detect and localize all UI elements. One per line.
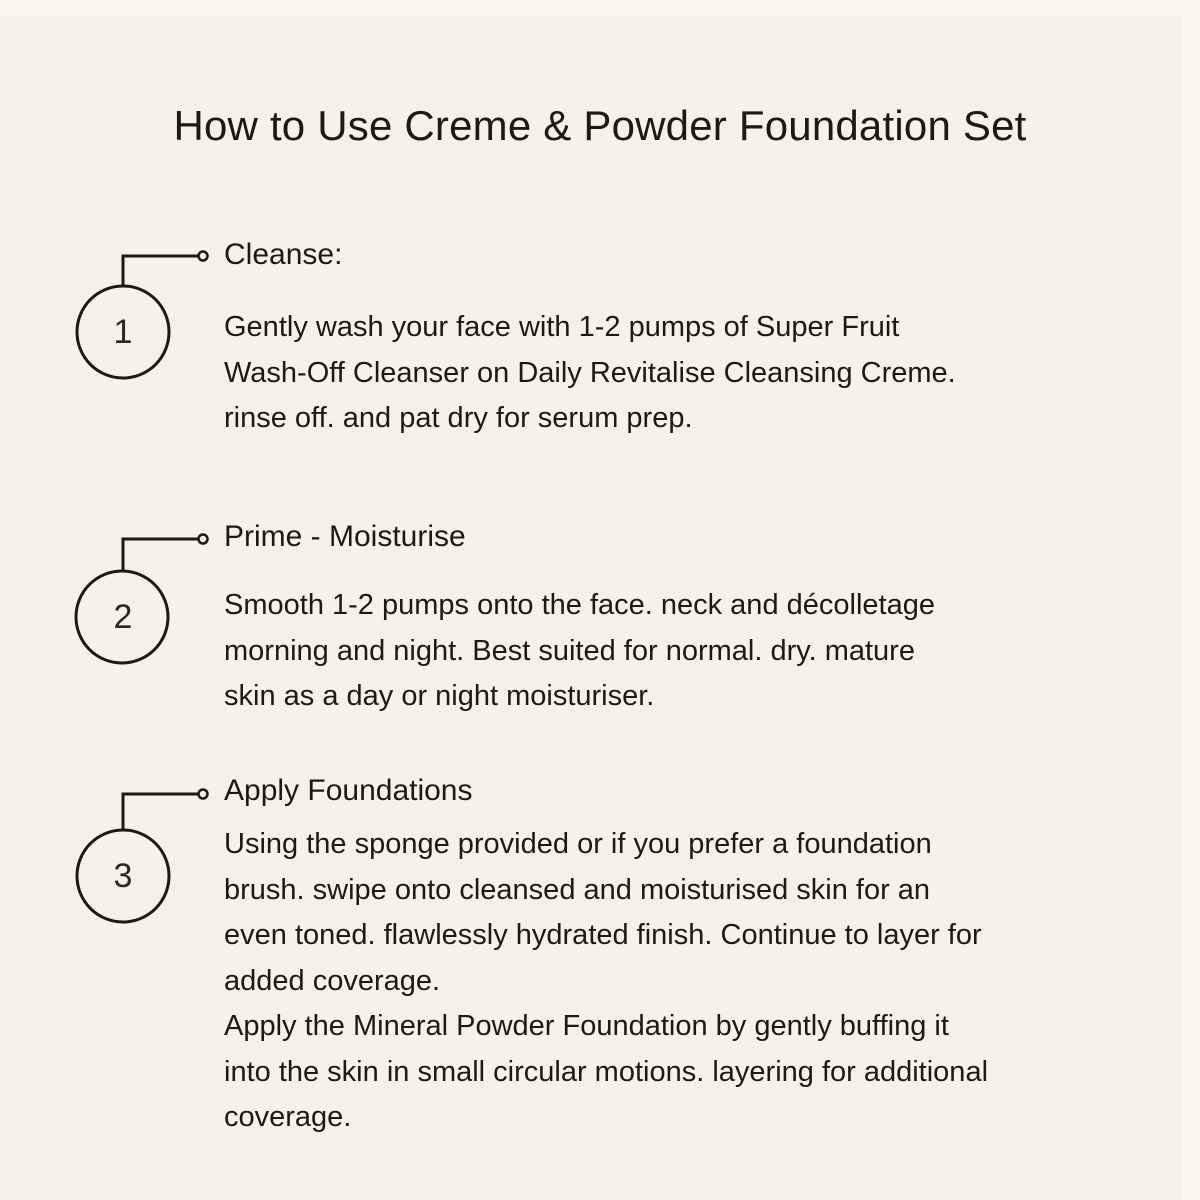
step-description [224, 583, 1124, 720]
step-number-badge: 2 [113, 597, 133, 636]
description-line: Smooth 1-2 pumps onto the face. neck and décolletage [224, 589, 935, 621]
step-heading: Cleanse: [224, 238, 343, 271]
description-line: rinse off. and pat dry for serum prep. [224, 402, 693, 434]
step-description [224, 822, 1124, 1141]
step-heading: Apply Foundations [224, 774, 473, 807]
step-number-badge: 1 [113, 312, 133, 351]
description-line: brush. swipe onto cleansed and moisturised skin for an [224, 873, 931, 906]
step-heading: Prime - Moisturise [224, 520, 466, 553]
description-line: into the skin in small circular motions. layering for additional [224, 1055, 989, 1088]
description-line: Gently wash your face with 1-2 pumps of Super Fruit [224, 311, 900, 343]
page-title: How to Use Creme & Powder Foundation Set [173, 102, 1027, 149]
step-number-badge: 3 [113, 856, 133, 895]
description-line: Apply the Mineral Powder Foundation by gently buffing it [224, 1010, 949, 1042]
description-line: Wash-Off Cleanser on Daily Revitalise Cleansing Creme. [224, 356, 956, 389]
description-line: coverage. [224, 1101, 352, 1133]
description-line: added coverage. [224, 964, 441, 997]
step-connector-icon [0, 0, 260, 960]
description-line: morning and night. Best suited for normal. dry. mature [224, 634, 915, 667]
description-line: even toned. flawlessly hydrated finish. Continue to layer for [224, 919, 982, 951]
step-description [224, 305, 1124, 442]
description-line: Using the sponge provided or if you prefer a foundation [224, 828, 932, 860]
description-line: skin as a day or night moisturiser. [224, 680, 655, 712]
